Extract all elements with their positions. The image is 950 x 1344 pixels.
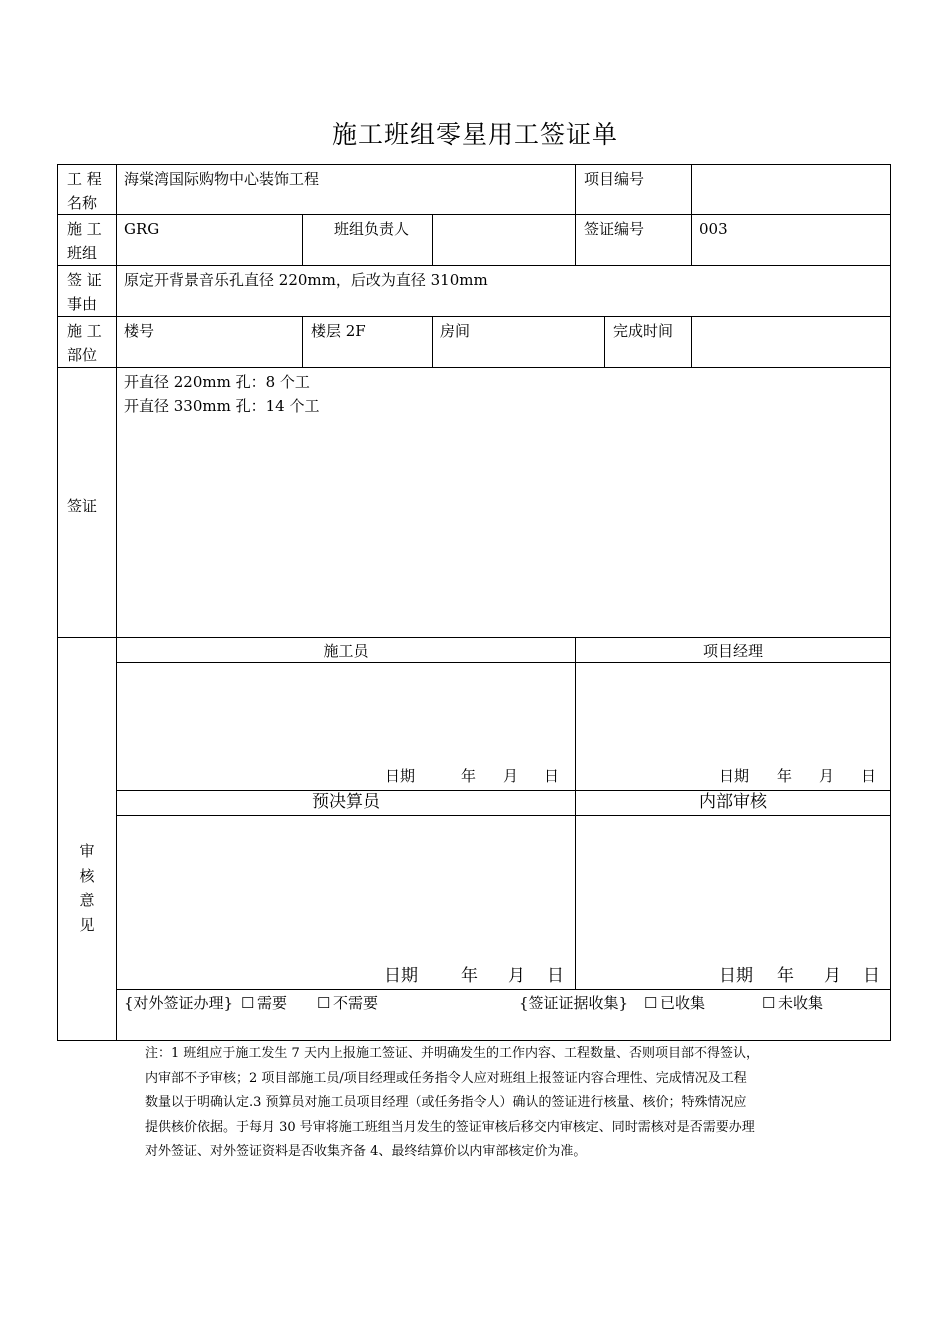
note-line-4: 提供核价依据。于每月 30 号审将施工班组当月发生的签证审核后移交内审核定、同时需核对是否需要办理 bbox=[145, 1119, 755, 1135]
budget-date-day: 日 bbox=[547, 966, 564, 986]
visa-line-2: 开直径 330mm 孔：14 个工 bbox=[124, 397, 320, 415]
budget-header: 预决算员 bbox=[312, 792, 380, 812]
room-label: 房间 bbox=[440, 322, 471, 340]
budget-date-month: 月 bbox=[508, 966, 525, 986]
page-title: 施工班组零星用工签证单 bbox=[331, 120, 618, 149]
internal-date-day: 日 bbox=[863, 966, 880, 986]
reason-value: 原定开背景音乐孔直径 220mm，后改为直径 310mm bbox=[124, 271, 488, 289]
constructor-date-label: 日期 bbox=[385, 767, 416, 785]
not-collected-label: 未收集 bbox=[778, 994, 824, 1012]
note-line-5: 对外签证、对外签证资料是否收集齐备 4、最终结算价以内审部核定价为准。 bbox=[145, 1144, 587, 1159]
building-label: 楼号 bbox=[124, 322, 155, 340]
internal-header: 内部审核 bbox=[699, 792, 767, 812]
visa-no-value: 003 bbox=[699, 220, 728, 238]
need-checkbox[interactable]: ☐ bbox=[241, 994, 255, 1012]
team-label: 施 工 班组 bbox=[67, 220, 102, 262]
project-name-label: 工 程 名称 bbox=[67, 170, 102, 212]
reason-label: 签 证 事由 bbox=[67, 271, 102, 313]
manager-date-day: 日 bbox=[861, 767, 877, 785]
project-name-value: 海棠湾国际购物中心装饰工程 bbox=[124, 170, 320, 188]
constructor-date-month: 月 bbox=[503, 767, 519, 785]
not-need-checkbox[interactable]: ☐ bbox=[317, 994, 331, 1012]
manager-date-label: 日期 bbox=[719, 767, 750, 785]
visa-label: 签证 bbox=[67, 497, 98, 515]
manager-date-year: 年 bbox=[777, 767, 793, 785]
internal-date-month: 月 bbox=[824, 966, 841, 986]
constructor-date-day: 日 bbox=[544, 767, 560, 785]
not-need-label: 不需要 bbox=[333, 994, 379, 1012]
manager-header: 项目经理 bbox=[702, 642, 763, 660]
note-line-3: 数量以于明确认定.3 预算员对施工员项目经理（或任务指令人）确认的签证进行核量、核价；特殊情况应 bbox=[145, 1095, 747, 1110]
constructor-date-year: 年 bbox=[461, 767, 477, 785]
note-line-2: 内审部不予审核；2 项目部施工员/项目经理或任务指令人应对班组上报签证内容合理性、完成情况及工程 bbox=[145, 1070, 747, 1086]
floor-label: 楼层 2F bbox=[311, 322, 366, 340]
project-no-label: 项目编号 bbox=[584, 170, 645, 188]
team-value: GRG bbox=[124, 220, 160, 238]
team-leader-label: 班组负责人 bbox=[334, 220, 410, 238]
evidence-collect-label: {签证证据收集} bbox=[519, 994, 629, 1012]
notes bbox=[145, 1042, 825, 1165]
visa-no-label: 签证编号 bbox=[584, 220, 645, 238]
visa-form bbox=[57, 164, 891, 1041]
location-label: 施 工 部位 bbox=[67, 322, 102, 364]
budget-date-year: 年 bbox=[461, 966, 478, 986]
collected-label: 已收集 bbox=[660, 994, 706, 1012]
note-line-1: 注：1 班组应于施工发生 7 天内上报施工签证、并明确发生的工作内容、工程数量、否则项目部不得签认， bbox=[145, 1046, 759, 1061]
manager-date-month: 月 bbox=[819, 767, 835, 785]
not-collected-checkbox[interactable]: ☐ bbox=[762, 994, 776, 1012]
internal-date-label: 日期 bbox=[719, 966, 753, 986]
internal-date-year: 年 bbox=[777, 966, 794, 986]
review-label: 审 核 意 见 bbox=[79, 842, 95, 934]
visa-line-1: 开直径 220mm 孔：8 个工 bbox=[124, 373, 310, 391]
finish-time-label: 完成时间 bbox=[613, 322, 674, 340]
need-label: 需要 bbox=[257, 994, 288, 1012]
external-visa-label: {对外签证办理} bbox=[124, 994, 234, 1012]
collected-checkbox[interactable]: ☐ bbox=[644, 994, 658, 1012]
constructor-header: 施工员 bbox=[323, 642, 369, 660]
budget-date-label: 日期 bbox=[384, 966, 418, 986]
